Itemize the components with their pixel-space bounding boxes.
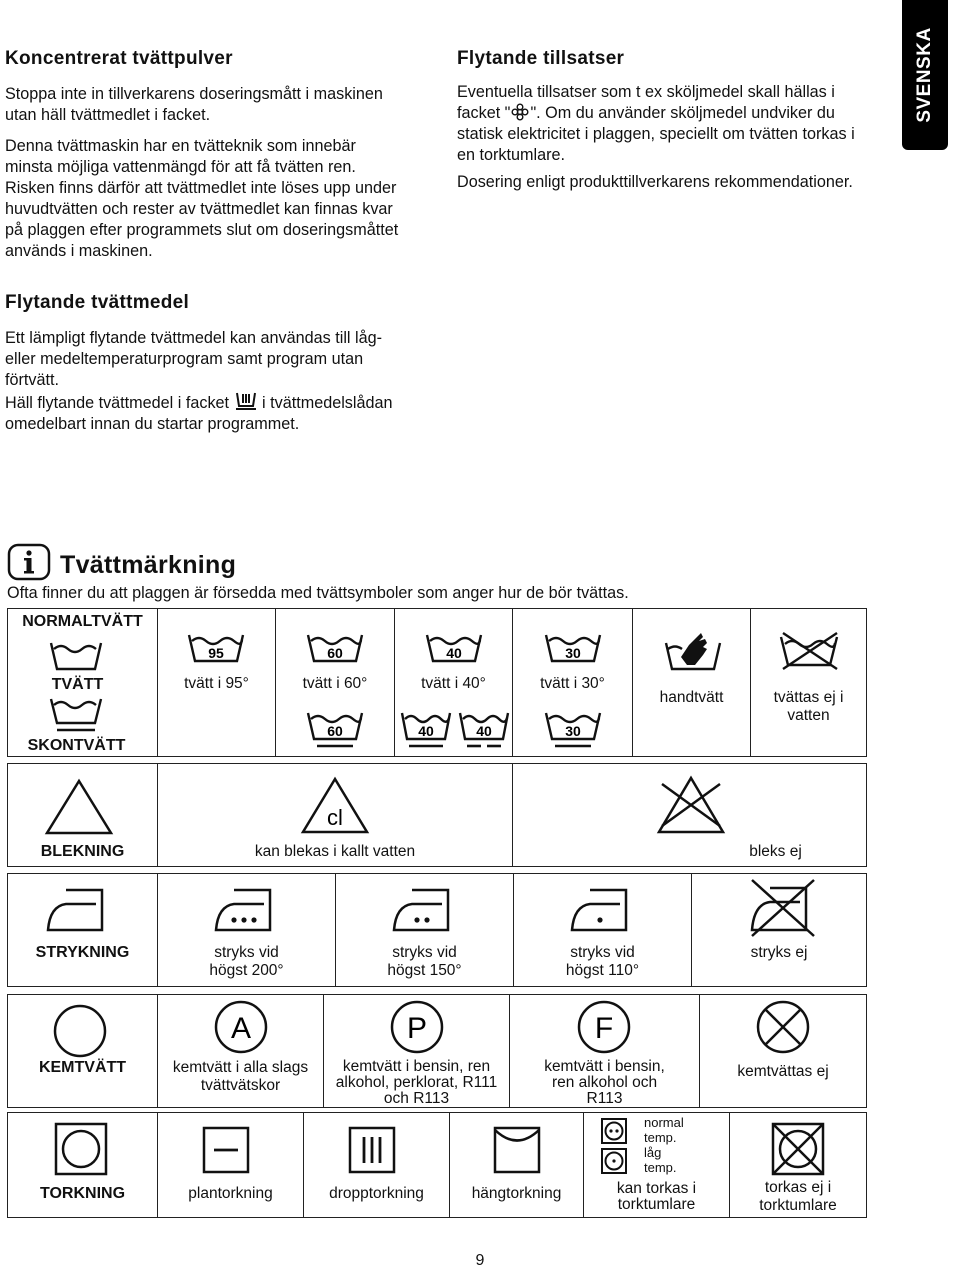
- tumble-normal-label: normal temp.: [644, 1115, 684, 1145]
- gentle-wash-60-temp: 60: [327, 723, 343, 739]
- iron-header: STRYKNING: [35, 944, 130, 961]
- no-bleach-label: bleks ej: [749, 843, 802, 860]
- info-icon: [7, 543, 51, 581]
- wash-row: [7, 608, 867, 757]
- gentle-wash-30-temp: 30: [565, 723, 581, 739]
- drying-header: TORKNING: [39, 1185, 126, 1202]
- no-iron-icon: [748, 878, 818, 938]
- care-title: Tvättmärkning: [60, 551, 237, 579]
- drying-row: [7, 1112, 867, 1218]
- iron-150-icon: [390, 884, 460, 934]
- iron-110-label: stryks vid högst 110°: [565, 944, 640, 979]
- wash-60-label: tvätt i 60°: [302, 675, 368, 692]
- dryclean-a-cell: [158, 995, 324, 1107]
- liquid-p2-b: i tvättmedelslådan omedelbart innan du startar programmet.: [5, 394, 393, 433]
- bleach-cold-cell: [158, 764, 513, 866]
- gentle-wash-40-temp: 40: [418, 723, 434, 739]
- iron-200-cell: [158, 874, 336, 986]
- wash-skontvatt-label: SKONTVÄTT: [27, 737, 126, 754]
- wash-40-temp: 40: [446, 645, 462, 661]
- dryclean-a-icon: [213, 999, 269, 1055]
- page-number: 9: [475, 1252, 485, 1269]
- iron-150-label: stryks vid högst 150°: [387, 944, 462, 979]
- handwash-icon: [663, 629, 723, 673]
- bleach-cold-label: kan blekas i kallt vatten: [254, 843, 416, 860]
- tumble-low-label: låg temp.: [644, 1145, 677, 1175]
- wash-60-cell: [276, 609, 395, 756]
- line-dry-icon: [492, 1125, 542, 1175]
- wash-40-cell: [395, 609, 513, 756]
- wash-30-cell: [513, 609, 633, 756]
- no-dryclean-icon: [755, 999, 811, 1055]
- handwash-label: handtvätt: [659, 689, 724, 706]
- no-tumble-label: torkas ej i torktumlare: [759, 1179, 837, 1214]
- flat-dry-label: plantorkning: [188, 1185, 273, 1202]
- line-dry-label: hängtorkning: [471, 1185, 562, 1202]
- dryclean-header-cell: [8, 995, 158, 1107]
- dryclean-p-icon: [389, 999, 445, 1055]
- bleach-header: BLEKNING: [40, 843, 125, 860]
- additives-p1: [457, 82, 877, 166]
- wash-tvatt-label: TVÄTT: [51, 676, 104, 693]
- bleach-row: [7, 763, 867, 867]
- language-tab-label: SVENSKA: [914, 27, 935, 123]
- liquid-p1: Ett lämpligt flytande tvättmedel kan användas till låg-eller medeltemperaturprogram samt program utan förtvätt.: [5, 329, 383, 389]
- additives-p2: Dosering enligt produkttillverkarens rekommendationer.: [457, 173, 853, 191]
- wash-60-temp: 60: [327, 645, 343, 661]
- wash-40-label: tvätt i 40°: [421, 675, 486, 692]
- no-dryclean-label: kemtvättas ej: [737, 1063, 829, 1080]
- flat-dry-icon: [201, 1125, 251, 1175]
- no-tumble-cell: [730, 1113, 866, 1217]
- very-gentle-wash-40-icon: [457, 709, 511, 751]
- concentrated-section: [5, 48, 405, 272]
- bleach-cl-text: cl: [327, 805, 343, 830]
- main-wash-compartment-icon: [234, 391, 258, 411]
- dryclean-f-icon: [576, 999, 632, 1055]
- additives-p1-a: Eventuella tillsatser som t ex sköljmedel skall hällas i facket ": [457, 83, 835, 122]
- wash-95-cell: [158, 609, 276, 756]
- care-intro: Ofta finner du att plaggen är försedda med tvättsymboler som anger hur de bör tvättas.: [7, 584, 629, 602]
- drip-dry-icon: [347, 1125, 397, 1175]
- concentrated-title: Koncentrerat tvättpulver: [5, 48, 233, 69]
- iron-row: [7, 873, 867, 987]
- no-iron-label: stryks ej: [750, 944, 808, 961]
- dryclean-a-letter: A: [230, 1012, 252, 1045]
- tumble-dry-cell: [584, 1113, 730, 1217]
- additives-title: Flytande tillsatser: [457, 48, 625, 69]
- bleach-header-cell: [8, 764, 158, 866]
- liquid-p2: [5, 391, 405, 435]
- wash-95-label: tvätt i 95°: [184, 675, 249, 692]
- dryclean-p-label: kemtvätt i bensin, ren alkohol, perklorat, R111 och R113: [335, 1058, 498, 1107]
- dryclean-circle-icon: [52, 1003, 108, 1059]
- dryclean-p-cell: [324, 995, 510, 1107]
- gentle-wash-30-icon: [543, 709, 603, 751]
- iron-icon: [44, 884, 114, 934]
- dryclean-header: KEMTVÄTT: [38, 1059, 127, 1076]
- dryclean-a-label: kemtvätt i alla slags tvättvätskor: [172, 1059, 309, 1094]
- no-wash-icon: [777, 631, 841, 671]
- liquid-p2-a: Häll flytande tvättmedel i facket: [5, 394, 234, 412]
- no-bleach-icon: [656, 774, 726, 836]
- concentrated-p2: Denna tvättmaskin har en tvätteknik som innebär minsta möjliga vattenmängd för att få tvätten ren. Risken finns därför att tvättmedlet inte löses upp under huvudtvätten och rester av tvättmedlet kan finnas kvar på plaggen efter programmets slut om doseringsmåttet används i maskinen.: [5, 137, 399, 260]
- wash-tub-icon: [48, 639, 104, 673]
- wash-30-label: tvätt i 30°: [540, 675, 605, 692]
- tumble-label: kan torkas i torktumlare: [616, 1180, 697, 1213]
- flat-dry-cell: [158, 1113, 304, 1217]
- additives-section: [457, 48, 877, 203]
- line-dry-cell: [450, 1113, 584, 1217]
- liquid-title: Flytande tvättmedel: [5, 292, 190, 313]
- handwash-cell: [633, 609, 751, 756]
- no-wash-cell: [751, 609, 866, 756]
- no-tumble-icon: [770, 1121, 826, 1177]
- flower-icon: [510, 103, 530, 121]
- dryclean-f-letter: F: [594, 1012, 614, 1045]
- very-gentle-wash-40-temp: 40: [476, 723, 492, 739]
- wash-40-icon: [424, 631, 484, 665]
- dryclean-p-letter: P: [406, 1012, 428, 1045]
- iron-header-cell: [8, 874, 158, 986]
- no-iron-cell: [692, 874, 866, 986]
- iron-150-cell: [336, 874, 514, 986]
- wash-30-temp: 30: [565, 645, 581, 661]
- iron-110-icon: [568, 884, 638, 934]
- wash-60-icon: [305, 631, 365, 665]
- language-tab: [902, 0, 948, 150]
- tumble-dry-icon: [53, 1121, 109, 1177]
- liquid-section: [5, 292, 405, 445]
- drying-header-cell: [8, 1113, 158, 1217]
- no-dryclean-cell: [700, 995, 866, 1107]
- wash-30-icon: [543, 631, 603, 665]
- concentrated-p1: Stoppa inte in tillverkarens doseringsmått i maskinen utan häll tvättmedlet i facket.: [5, 85, 383, 124]
- gentle-wash-tub-icon: [48, 695, 104, 735]
- iron-200-icon: [212, 884, 282, 934]
- additives-p1-b: ". Om du använder sköljmedel undviker du statisk elektricitet i plaggen, speciellt om tvätten torkas i en torktumlare.: [457, 104, 855, 164]
- dryclean-f-label: kemtvätt i bensin, ren alkohol och R113: [544, 1058, 665, 1107]
- wash-95-temp: 95: [208, 645, 224, 661]
- gentle-wash-40-icon: [399, 709, 453, 751]
- wash-header-cell: [8, 609, 158, 756]
- bleach-cl-icon: [300, 776, 370, 836]
- drip-dry-label: dropptorkning: [329, 1185, 424, 1202]
- gentle-wash-60-icon: [305, 709, 365, 751]
- tumble-low-icon: [600, 1147, 628, 1175]
- wash-95-icon: [186, 631, 246, 665]
- drip-dry-cell: [304, 1113, 450, 1217]
- bleach-triangle-icon: [44, 778, 114, 836]
- no-wash-label: tvättas ej i vatten: [773, 689, 844, 724]
- bleach-no-cell: [513, 764, 868, 866]
- dryclean-row: [7, 994, 867, 1108]
- dryclean-f-cell: [510, 995, 700, 1107]
- tumble-normal-icon: [600, 1117, 628, 1145]
- wash-header: NORMALTVÄTT: [22, 613, 143, 630]
- iron-200-label: stryks vid högst 200°: [209, 944, 284, 979]
- iron-110-cell: [514, 874, 692, 986]
